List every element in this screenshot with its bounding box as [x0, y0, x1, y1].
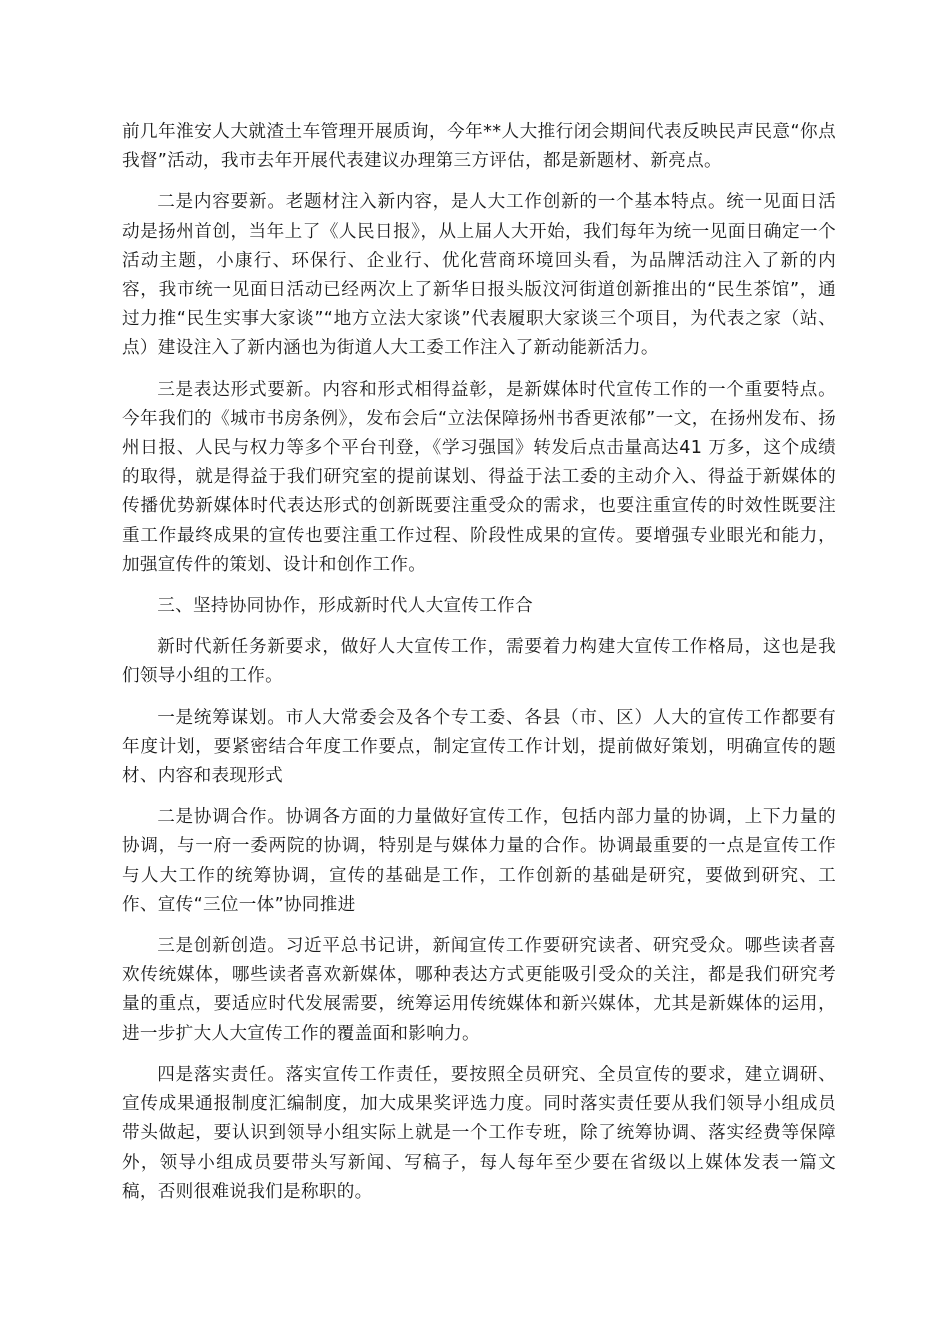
- paragraph-3: 三是表达形式要新。内容和形式相得益彰，是新媒体时代宣传工作的一个重要特点。今年我们的《城市书房条例》，发布会后“立法保障扬州书香更浓郁”一文，在扬州发布、扬州日报、人民与权力等多个平台刊登，《学习强国》转发后点击量高达41 万多，这个成绩的取得，就是得益于我们研究室的提前谋划、得益于法工委的主动介入、得益于新媒体的传播优势新媒体时代表达形式的创新既要注重受众的需求，也要注重宣传的时效性既要注重工作最终成果的宣传也要注重工作过程、阶段性成果的宣传。要增强专业眼光和能力，加强宣传件的策划、设计和创作工作。: [122, 379, 836, 575]
- paragraph-8: 三是创新创造。习近平总书记讲，新闻宣传工作要研究读者、研究受众。哪些读者喜欢传统媒体，哪些读者喜欢新媒体，哪种表达方式更能吸引受众的关注，都是我们研究考量的重点，要适应时代发展需要，统筹运用传统媒体和新兴媒体，尤其是新媒体的运用，进一步扩大人大宣传工作的覆盖面和影响力。: [122, 936, 836, 1044]
- paragraph-2: 二是内容要新。老题材注入新内容，是人大工作创新的一个基本特点。统一见面日活动是扬州首创，当年上了《人民日报》，从上届人大开始，我们每年为统一见面日确定一个活动主题，小康行、环保行、企业行、优化营商环境回头看，为品牌活动注入了新的内容，我市统一见面日活动已经两次上了新华日报头版汶河街道创新推出的“民生茶馆”，通过力推“民生实事大家谈”“地方立法大家谈”代表履职大家谈三个项目，为代表之家（站、点）建设注入了新内涵也为街道人大工委工作注入了新动能新活力。: [122, 192, 836, 359]
- section-heading-3: 三、坚持协同协作，形成新时代人大宣传工作合: [157, 596, 533, 617]
- document-page: [122, 118, 836, 1219]
- paragraph-1: 前几年淮安人大就渣土车管理开展质询，今年**人大推行闭会期间代表反映民声民意“你点我督”活动，我市去年开展代表建议办理第三方评估，都是新题材、新亮点。: [122, 122, 836, 172]
- paragraph-5: 新时代新任务新要求，做好人大宣传工作，需要着力构建大宣传工作格局，这也是我们领导小组的工作。: [122, 637, 836, 687]
- paragraph-6: 一是统筹谋划。市人大常委会及各个专工委、各县（市、区）人大的宣传工作都要有年度计划，要紧密结合年度工作要点，制定宣传工作计划，提前做好策划，明确宣传的题材、内容和表现形式: [122, 707, 836, 787]
- paragraph-9: 四是落实责任。落实宣传工作责任，要按照全员研究、全员宣传的要求，建立调研、宣传成果通报制度汇编制度，加大成果奖评选力度。同时落实责任要从我们领导小组成员带头做起，要认识到领导小组实际上就是一个工作专班，除了统筹协调、落实经费等保障外，领导小组成员要带头写新闻、写稿子，每人每年至少要在省级以上媒体发表一篇文稿，否则很难说我们是称职的。: [122, 1064, 836, 1202]
- paragraph-7: 二是协调合作。协调各方面的力量做好宣传工作，包括内部力量的协调，上下力量的协调，与一府一委两院的协调，特别是与媒体力量的合作。协调最重要的一点是宣传工作与人大工作的统筹协调，宣传的基础是工作，工作创新的基础是研究，要做到研究、工作、宣传“三位一体”协同推进: [122, 807, 836, 915]
